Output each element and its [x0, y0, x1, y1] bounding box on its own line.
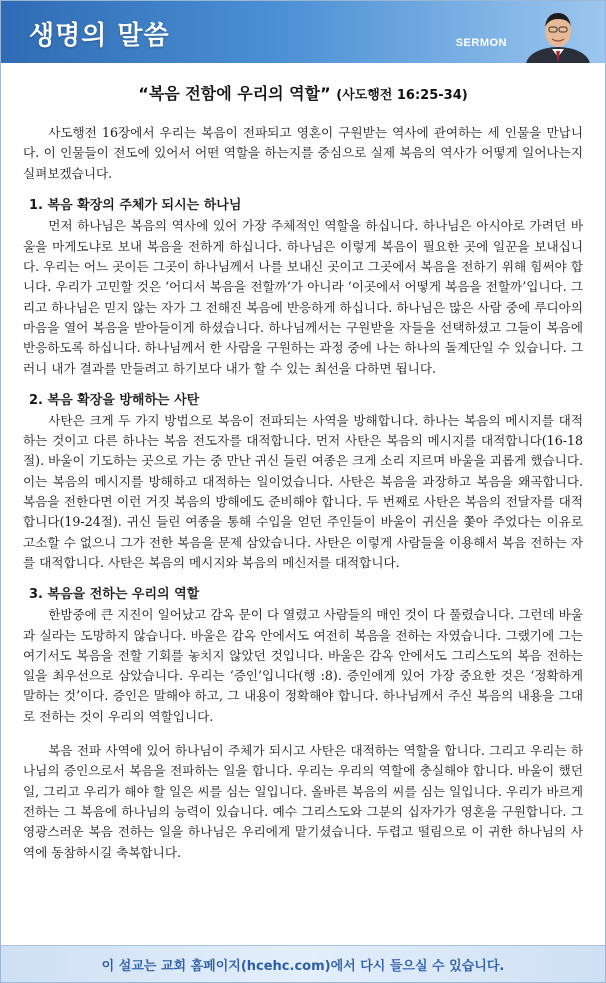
intro-paragraph: 사도행전 16장에서 우리는 복음이 전파되고 영혼이 구원받는 역사에 관여하는 세 인물을 만납니다. 이 인물들이 전도에 있어서 어떤 역할을 하는지를 중심으로 실제 복음의 역사가 어떻게 일어나는지 실펴보겠습니다. — [23, 125, 583, 181]
header-banner — [1, 1, 605, 63]
footer-bar — [1, 945, 605, 982]
sermon-title — [1, 81, 605, 104]
sermon-body — [1, 123, 605, 863]
section-body-1: 먼저 하나님은 복음의 역사에 있어 가장 주체적인 역할을 하십니다. 하나님은 아시아로 가려던 바울을 마게도냐로 보내 복음을 전하게 하십니다. 하나님은 이렇게 복음이 필요한 곳에 일꾼을 보내십니다. 우리는 어느 곳이든 그곳이 하나님께서 나를 보내신 곳이고 그곳에서 복음을 전하기 위해 힘써야 합니다. 우리가 고민할 것은 ‘어디서 복음을 전할까’가 아니라 ‘이곳에서 어떻게 복음을 전할까’입니다. 그리고 하나님은 믿지 않는 자가 그 전해진 복음에 반응하게 하십니다. 하나님은 많은 사람 중에 루디아의 마음을 열어 복음을 받아들이게 하셨습니다. 하나님께서는 구원받을 자들을 선택하셨고 그들이 복음에 반응하도록 하십니다. 하나님께서 한 사람을 구원하는 과정 중에 나는 하나의 돌계단일 수 있습니다. 그러니 내가 결과를 만들려고 하기보다 내가 할 수 있는 최선을 다하면 됩니다. — [23, 218, 583, 376]
sermon-label: SERMON — [455, 37, 507, 49]
sermon-title-text: “복음 전함에 우리의 역할” — [138, 84, 331, 103]
pastor-photo — [525, 5, 591, 63]
section-body-3: 한밤중에 큰 지진이 일어났고 감옥 문이 다 열렸고 사람들의 매인 것이 다 풀렸습니다. 그런데 바울과 실라는 도망하지 않습니다. 바울은 감옥 안에서도 여전히 복음을 전하는 자였습니다. 그랬기에 그는 여기서도 복음을 전할 기회를 놓치지 않았던 것입니다. 바울은 감옥 안에서도 그리스도의 복음 전하는 일을 최우선으로 삼았습니다. 우리는 ‘증인’입니다(행 :8). 증인에게 있어 가장 중요한 것은 ‘정확하게 말하는 것’이다. 증인은 말해야 하고, 그 내용이 정확해야 합니다. 하나님께서 주신 복음의 내용을 그대로 전하는 것이 우리의 역할입니다. — [23, 607, 583, 724]
section-heading-1: 1. 복음 확장의 주체가 되시는 하나님 — [29, 198, 242, 214]
section-body-2: 사탄은 크게 두 가지 방법으로 복음이 전파되는 사역을 방해합니다. 하나는 복음의 메시지를 대적하는 것이고 다른 하나는 복음 전도자를 대적합니다. 먼저 사탄은 복음의 메시지를 대적합니다(16-18절). 바울이 기도하는 곳으로 가는 중 만난 귀신 들린 여종은 크게 소리 지르며 바울을 괴롭게 했습니다. 이는 복음의 메시지를 방해하고 대적하는 일이었습니다. 사탄은 복음을 과장하고 복음을 왜곡합니다. 복음을 전한다면 이런 거짓 복음의 방해에도 준비해야 합니다. 두 번째로 사탄은 복음의 전달자를 대적합니다(19-24절). 귀신 들린 여종을 통해 수입을 얻던 주인들이 바울이 귀신을 쫓아 주었다는 이유로 고소할 수 없으니 그가 전한 복음을 문제 삼았습니다. 사탄은 이렇게 사람들을 이용해서 복음 전하는 자를 대적합니다. 사탄은 복음의 메시지와 복음의 메신저를 대적합니다. — [23, 412, 583, 570]
section-heading-2: 2. 복음 확장을 방해하는 사탄 — [29, 392, 200, 408]
closing-paragraph: 복음 전파 사역에 있어 하나님이 주체가 되시고 사탄은 대적하는 역할을 합니다. 그리고 우리는 하나님의 증인으로서 복음을 전파하는 일을 합니다. 우리는 우리의 역할에 충실해야 합니다. 바울이 했던 일, 그리고 우리가 해야 할 일은 씨를 심는 일입니다. 올바른 복음의 씨를 심는 일입니다. 우리가 바르게 전하는 그 복음에 하나님의 능력이 있습니다. 예수 그리스도와 그분의 십자가가 영혼을 구원합니다. 그 영광스러운 복음 전하는 일을 하나님은 우리에게 맡기셨습니다. 두렵고 떨림으로 이 귀한 하나님의 사역에 동참하시길 축복합니다. — [23, 743, 583, 860]
header-title: 생명의 말씀 — [29, 21, 170, 51]
footer-notice: 이 설교는 교회 홈페이지(hcehc.com)에서 다시 들으실 수 있습니다. — [101, 958, 505, 974]
scripture-reference: (사도행전 16:25-34) — [336, 88, 468, 103]
section-heading-3: 3. 복음을 전하는 우리의 역할 — [29, 587, 200, 603]
